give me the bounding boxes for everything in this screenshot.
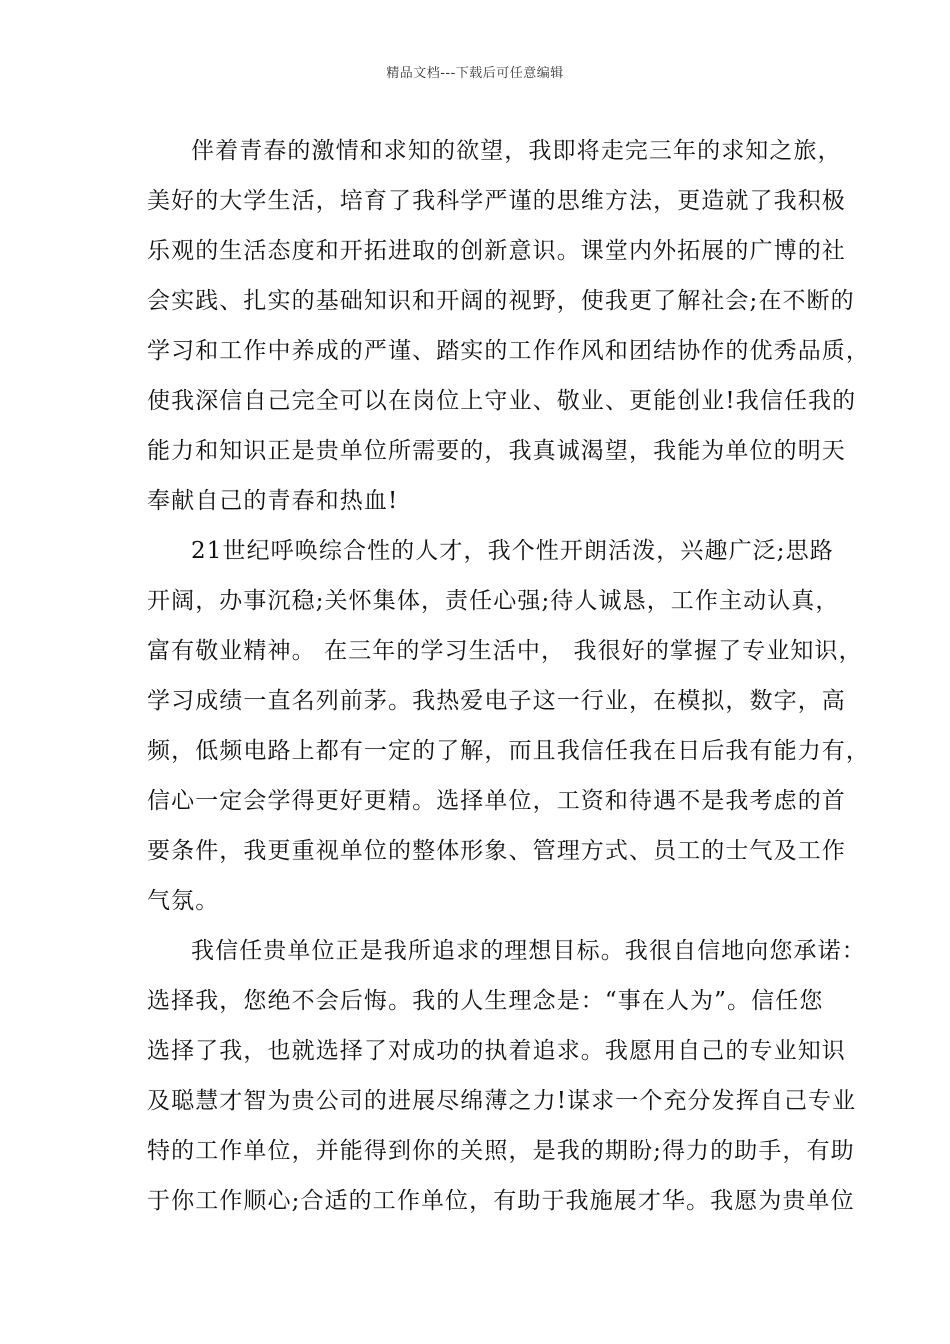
- paragraph-1-line-3: 乐观的生活态度和开拓进取的创新意识。课堂内外拓展的广博的社: [147, 238, 846, 264]
- paragraph-1-line-6: 使我深信自己完全可以在岗位上守业、敬业、更能创业!我信任我的: [147, 388, 857, 414]
- paragraph-2-line-4: 学习成绩一直名列前茅。我热爱电子这一行业，在模拟，数字，高: [147, 688, 846, 714]
- paragraph-2-line-8: 气氛。: [147, 888, 220, 914]
- paragraph-1-line-7: 能力和知识正是贵单位所需要的，我真诚渴望，我能为单位的明天: [147, 438, 846, 464]
- paragraph-1-line-5: 学习和工作中养成的严谨、踏实的工作作风和团结协作的优秀品质，: [147, 338, 870, 364]
- paragraph-2-line-7: 要条件，我更重视单位的整体形象、管理方式、员工的士气及工作: [147, 838, 846, 864]
- paragraph-3-line-2: 选择我，您绝不会后悔。我的人生理念是：“事在人为”。信任您: [147, 988, 824, 1014]
- paragraph-3-line-4: 及聪慧才智为贵公司的进展尽绵薄之力!谋求一个充分发挥自己专业: [147, 1088, 857, 1114]
- paragraph-2-line-6: 信心一定会学得更好更精。选择单位，工资和待遇不是我考虑的首: [147, 788, 846, 814]
- paragraph-2-line-2: 开阔，办事沉稳;关怀集体，责任心强;待人诚恳，工作主动认真，: [147, 588, 840, 614]
- paragraph-1-line-8: 奉献自己的青春和热血!: [147, 488, 399, 514]
- paragraph-3-line-3: 选择了我，也就选择了对成功的执着追求。我愿用自己的专业知识: [147, 1038, 846, 1064]
- paragraph-1-line-2: 美好的大学生活，培育了我科学严谨的思维方法，更造就了我积极: [147, 188, 846, 214]
- paragraph-3-line-5: 特的工作单位，并能得到你的关照，是我的期盼;得力的助手，有助: [147, 1138, 855, 1164]
- paragraph-2-line-5: 频，低频电路上都有一定的了解，而且我信任我在日后我有能力有，: [147, 738, 870, 764]
- paragraph-1-line-4: 会实践、扎实的基础知识和开阔的视野，使我更了解社会;在不断的: [147, 288, 855, 314]
- paragraph-3-line-6: 于你工作顺心;合适的工作单位，有助于我施展才华。我愿为贵单位: [147, 1188, 855, 1214]
- paragraph-2-line-1: 21世纪呼唤综合性的人才，我个性开朗活泼，兴趣广泛;思路: [191, 538, 834, 564]
- page-header: 精品文档---下载后可任意编辑: [386, 66, 564, 81]
- paragraph-1-line-1: 伴着青春的激情和求知的欲望，我即将走完三年的求知之旅，: [191, 138, 842, 164]
- paragraph-3-line-1: 我信任贵单位正是我所追求的理想目标。我很自信地向您承诺：: [191, 938, 866, 964]
- paragraph-2-line-3: 富有敬业精神。 在三年的学习生活中， 我很好的掌握了专业知识，: [147, 638, 863, 664]
